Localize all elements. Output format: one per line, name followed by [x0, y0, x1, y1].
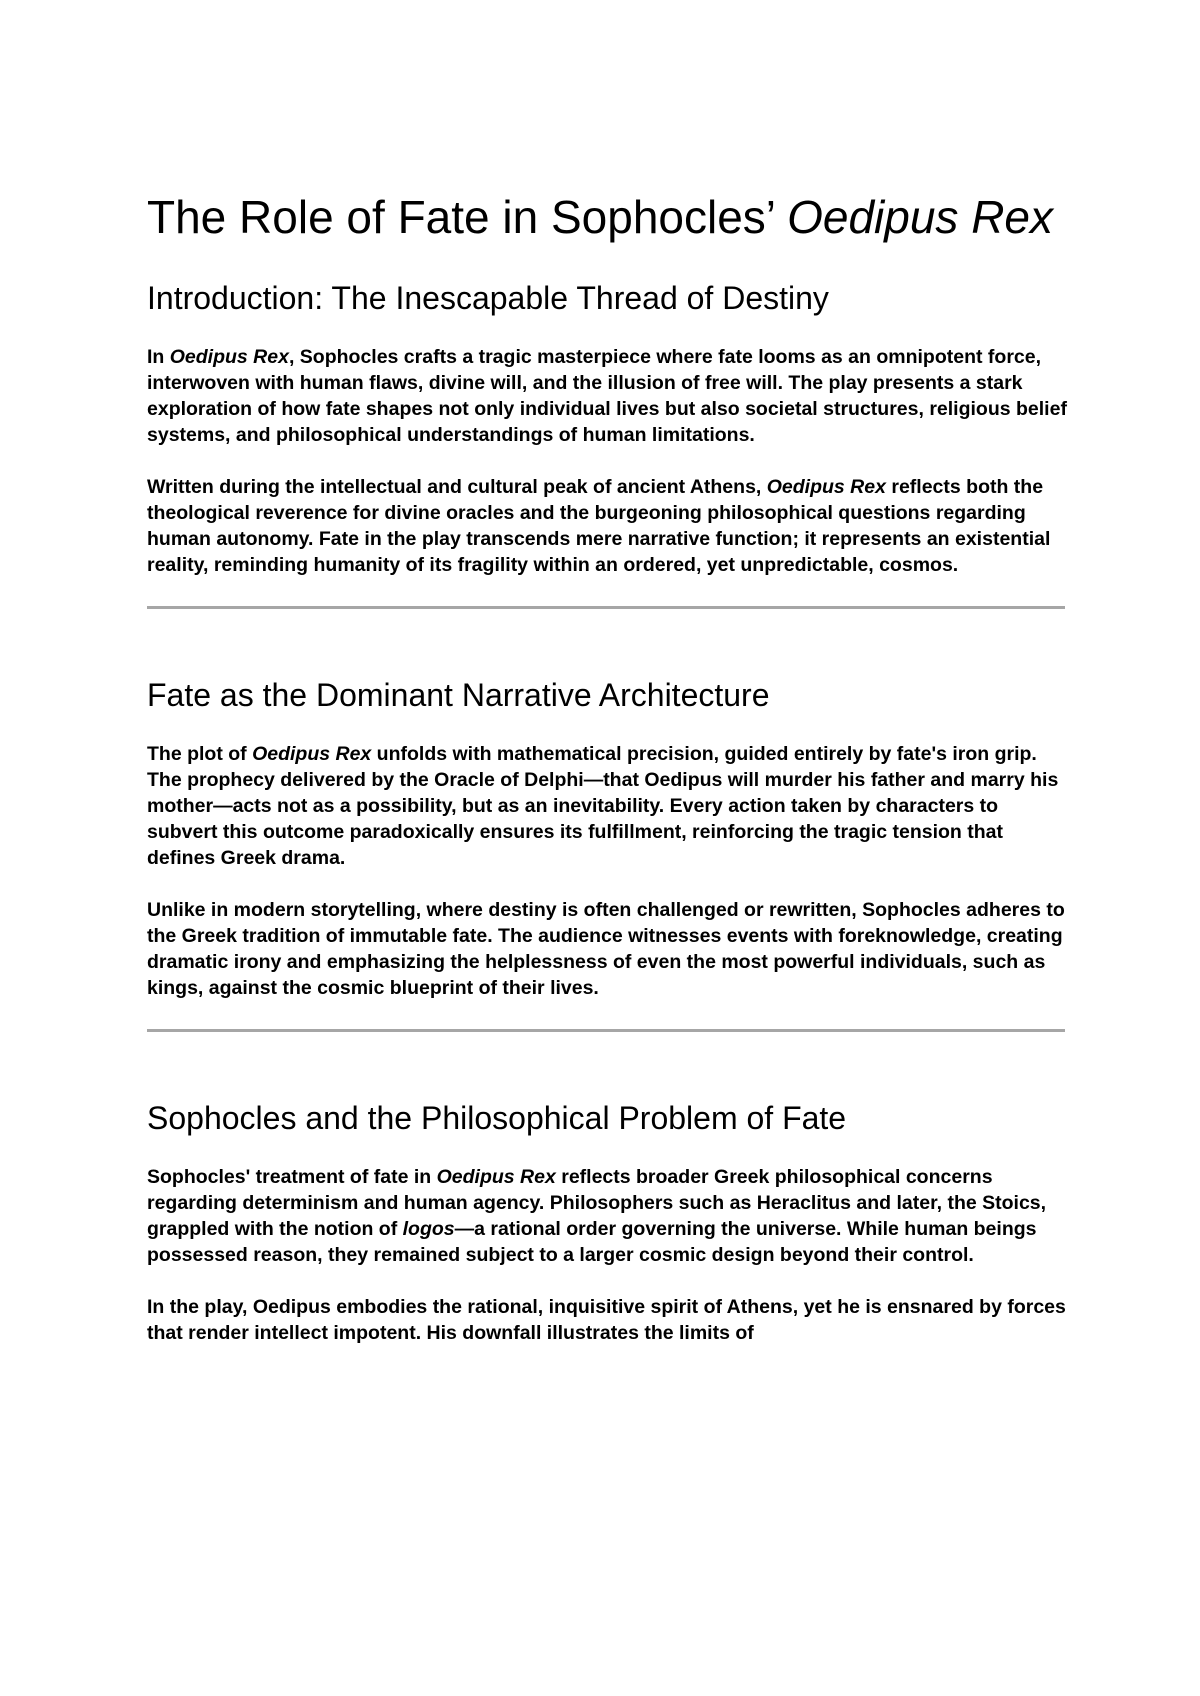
document-title [147, 190, 1067, 244]
paragraph: Written during the intellectual and cultural peak of ancient Athens, Oedipus Rex reflects both the theological reverence for divine oracles and the burgeoning philosophical questions regarding human autonomy. Fate in the play transcends mere narrative function; it represents an existential reality, reminding humanity of its fragility within an ordered, yet unpredictable, cosmos. [147, 476, 1051, 576]
title-text: The Role of Fate in Sophocles’ [147, 191, 788, 243]
paragraph: In Oedipus Rex, Sophocles crafts a tragic masterpiece where fate looms as an omnipotent force, interwoven with human flaws, divine will, and the illusion of free will. The play presents a stark exploration of how fate shapes not only individual lives but also societal structures, religious belief systems, and philosophical understandings of human limitations. [147, 346, 1067, 446]
section-heading-philosophical-problem: Sophocles and the Philosophical Problem of Fate [147, 1100, 847, 1136]
paragraph: Sophocles' treatment of fate in Oedipus Rex reflects broader Greek philosophical concerns regarding determinism and human agency. Philosophers such as Heraclitus and later, the Stoics, grappled with the notion of logos—a rational order governing the universe. While human beings possessed reason, they remained subject to a larger cosmic design beyond their control. [147, 1166, 1047, 1266]
paragraph: The plot of Oedipus Rex unfolds with mathematical precision, guided entirely by fate's iron grip. The prophecy delivered by the Oracle of Delphi—that Oedipus will murder his father and marry his mother—acts not as a possibility, but as an inevitability. Every action taken by characters to subvert this outcome paradoxically ensures its fulfillment, reinforcing the tragic tension that defines Greek drama. [147, 743, 1059, 869]
section-heading-narrative-architecture: Fate as the Dominant Narrative Architecture [147, 677, 770, 713]
document-page [147, 190, 1067, 1346]
title-italic-text: Oedipus Rex [787, 191, 1054, 243]
paragraph: In the play, Oedipus embodies the rational, inquisitive spirit of Athens, yet he is ensnared by forces that render intellect impotent. His downfall illustrates the limits of [147, 1296, 1066, 1344]
section-heading-introduction: Introduction: The Inescapable Thread of Destiny [147, 280, 829, 316]
paragraph: Unlike in modern storytelling, where destiny is often challenged or rewritten, Sophocles adheres to the Greek tradition of immutable fate. The audience witnesses events with foreknowledge, creating dramatic irony and emphasizing the helplessness of even the most powerful individuals, such as kings, against the cosmic blueprint of their lives. [147, 899, 1065, 999]
section-divider [147, 1029, 1065, 1032]
section-divider [147, 606, 1065, 609]
